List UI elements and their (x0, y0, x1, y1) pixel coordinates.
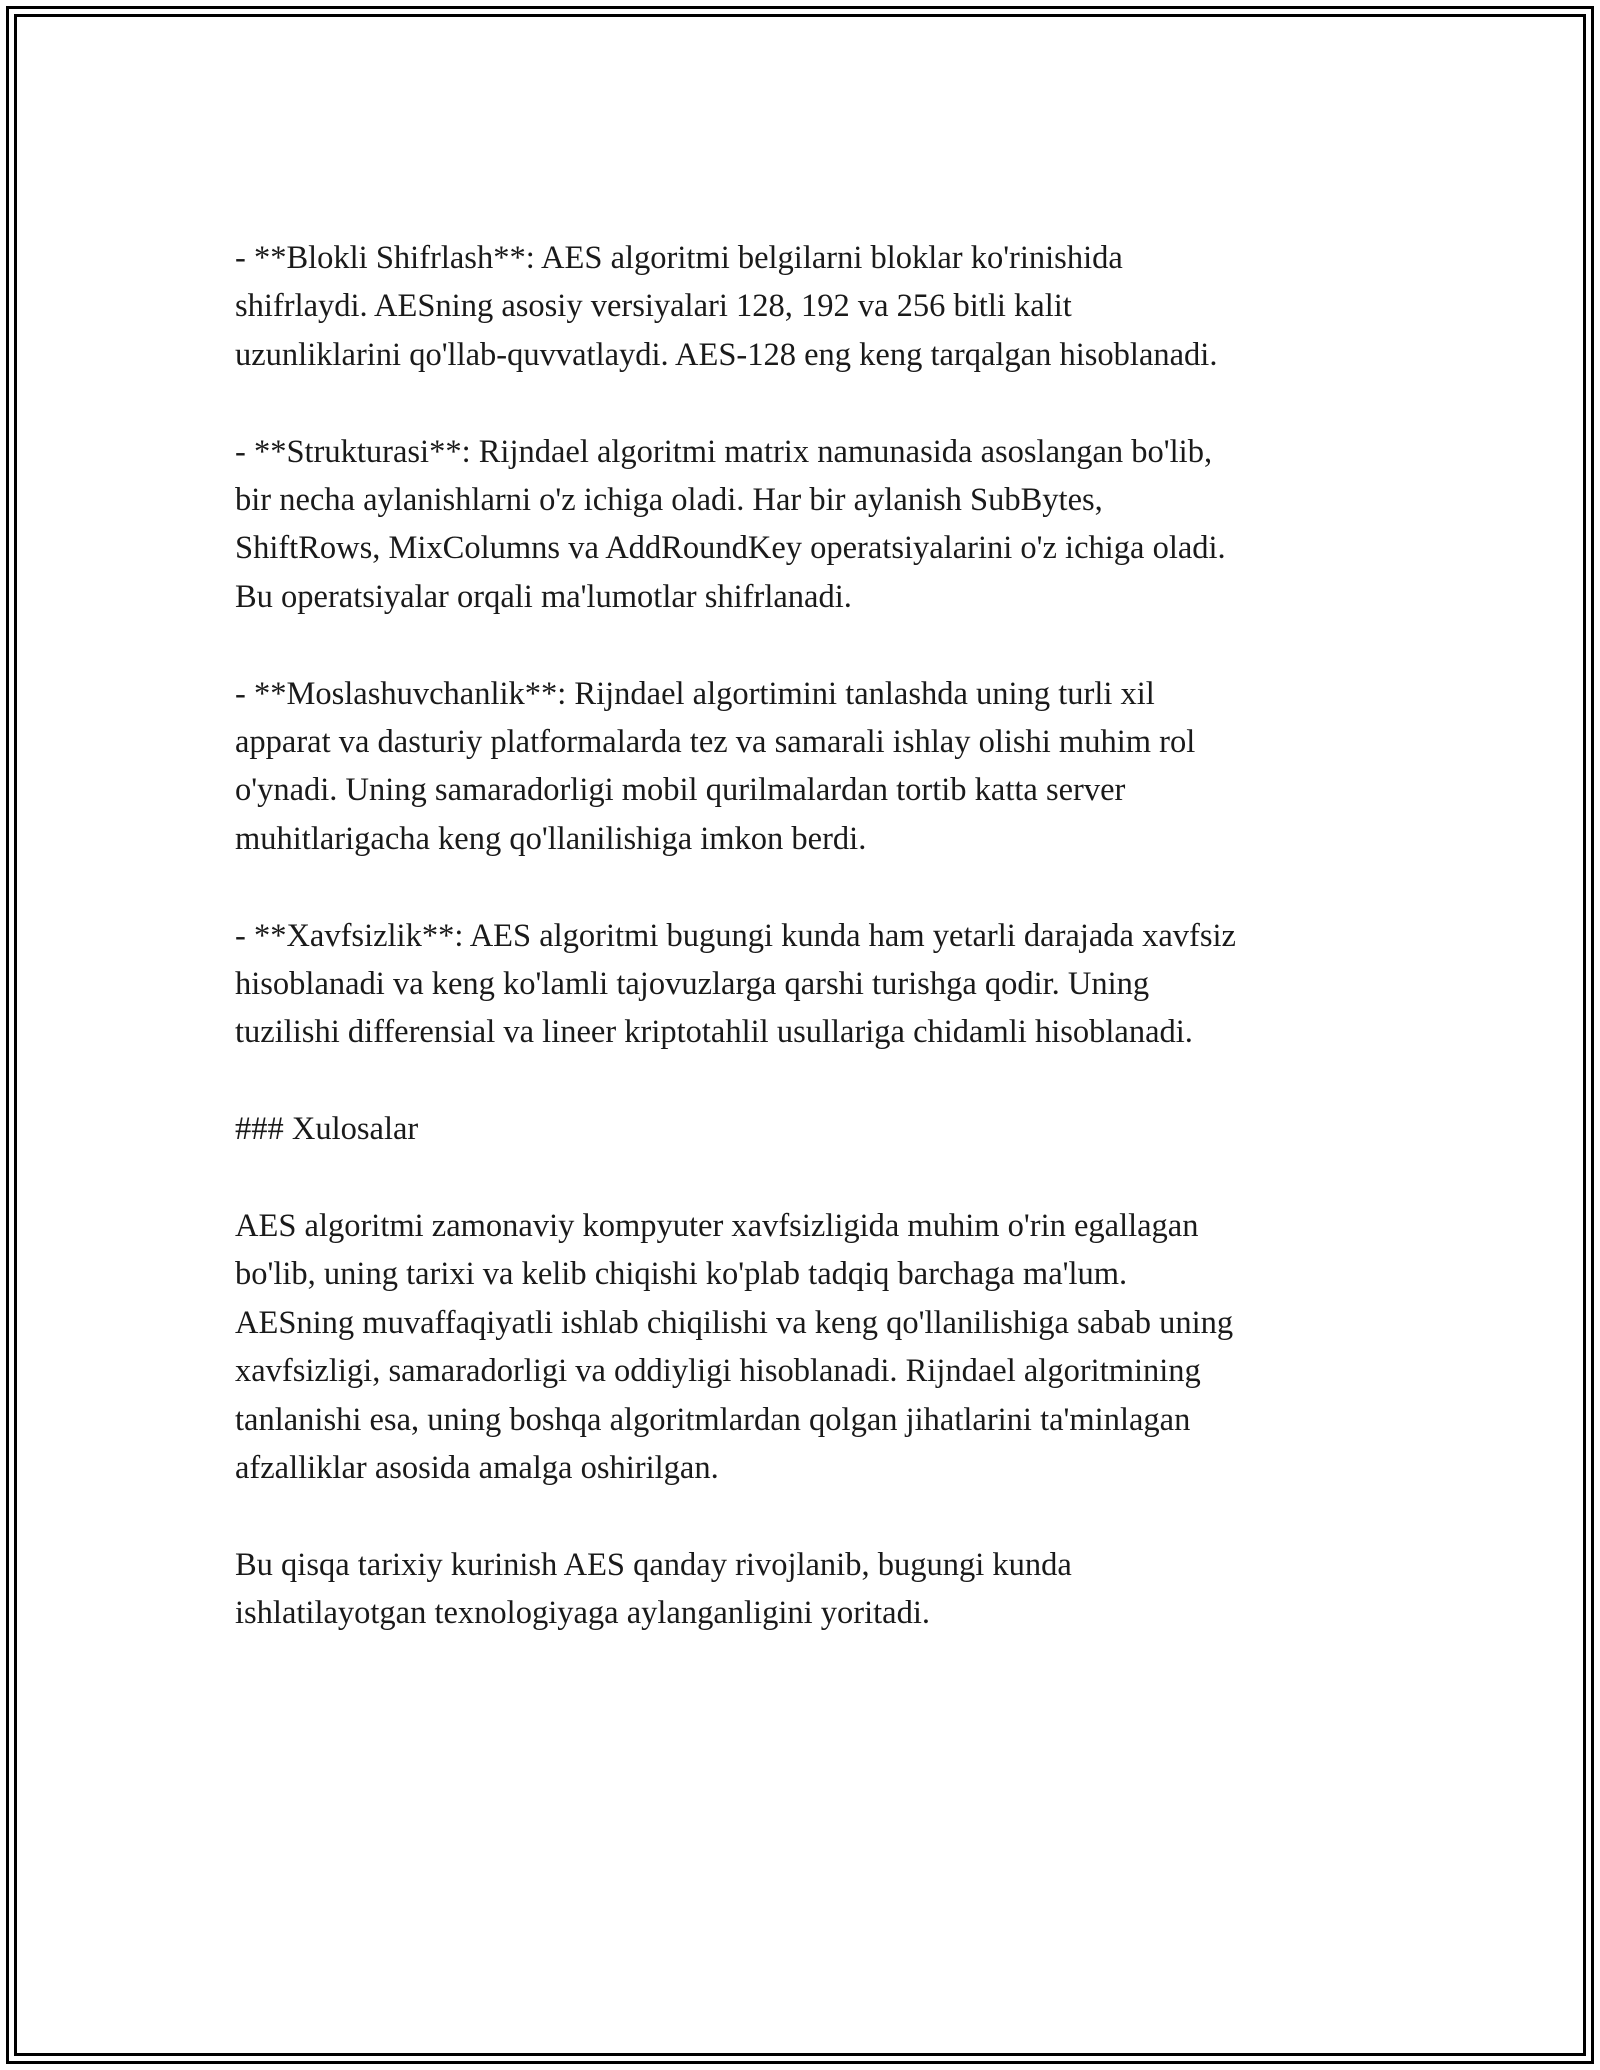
paragraph-flexibility: - **Moslashuvchanlik**: Rijndael algortimini tanlashda uning turli xil apparat va dasturiy platformalarda tez va samarali ishlay olishi muhim rol o'ynadi. Uning samaradorligi mobil qurilmalardan tortib katta server muhitlarigacha keng qo'llanilishiga imkon berdi. (235, 675, 1196, 857)
paragraph-security: - **Xavfsizlik**: AES algoritmi bugungi kunda ham yetarli darajada xavfsiz hisoblanadi va keng ko'lamli tajovuzlarga qarshi turishga qodir. Uning tuzilishi differensial va lineer kriptotahlil usullariga chidamli hisoblanadi. (235, 917, 1236, 1051)
paragraph-conclusion: AES algoritmi zamonaviy kompyuter xavfsizligida muhim o'rin egallagan bo'lib, uning tarixi va kelib chiqishi ko'plab tadqiq barchaga ma'lum. AESning muvaffaqiyatli ishlab chiqilishi va keng qo'llanilishiga sabab uning xavfsizligi, samaradorligi va oddiyligi hisoblanadi. Rijndael algoritmining tanlanishi esa, uning boshqa algoritmlardan qolgan jihatlarini ta'minlagan afzalliklar asosida amalga oshirilgan. (235, 1208, 1234, 1487)
section-heading-conclusions: ### Xulosalar (235, 1111, 419, 1148)
document-body (235, 234, 1385, 1686)
paragraph-structure: - **Strukturasi**: Rijndael algoritmi matrix namunasida asoslangan bo'lib, bir necha aylanishlarni o'z ichiga oladi. Har bir aylanish SubBytes, ShiftRows, MixColumns va AddRoundKey operatsiyalarini o'z ichiga oladi. Bu operatsiyalar orqali ma'lumotlar shifrlanadi. (235, 433, 1226, 615)
paragraph-summary: Bu qisqa tarixiy kurinish AES qanday rivojlanib, bugungi kunda ishlatilayotgan texnologiyaga aylanganligini yoritadi. (235, 1546, 1072, 1632)
paragraph-block-encryption: - **Blokli Shifrlash**: AES algoritmi belgilarni bloklar ko'rinishida shifrlaydi. AESning asosiy versiyalari 128, 192 va 256 bitli kalit uzunliklarini qo'llab-quvvatlaydi. AES-128 eng keng tarqalgan hisoblanadi. (235, 240, 1218, 373)
